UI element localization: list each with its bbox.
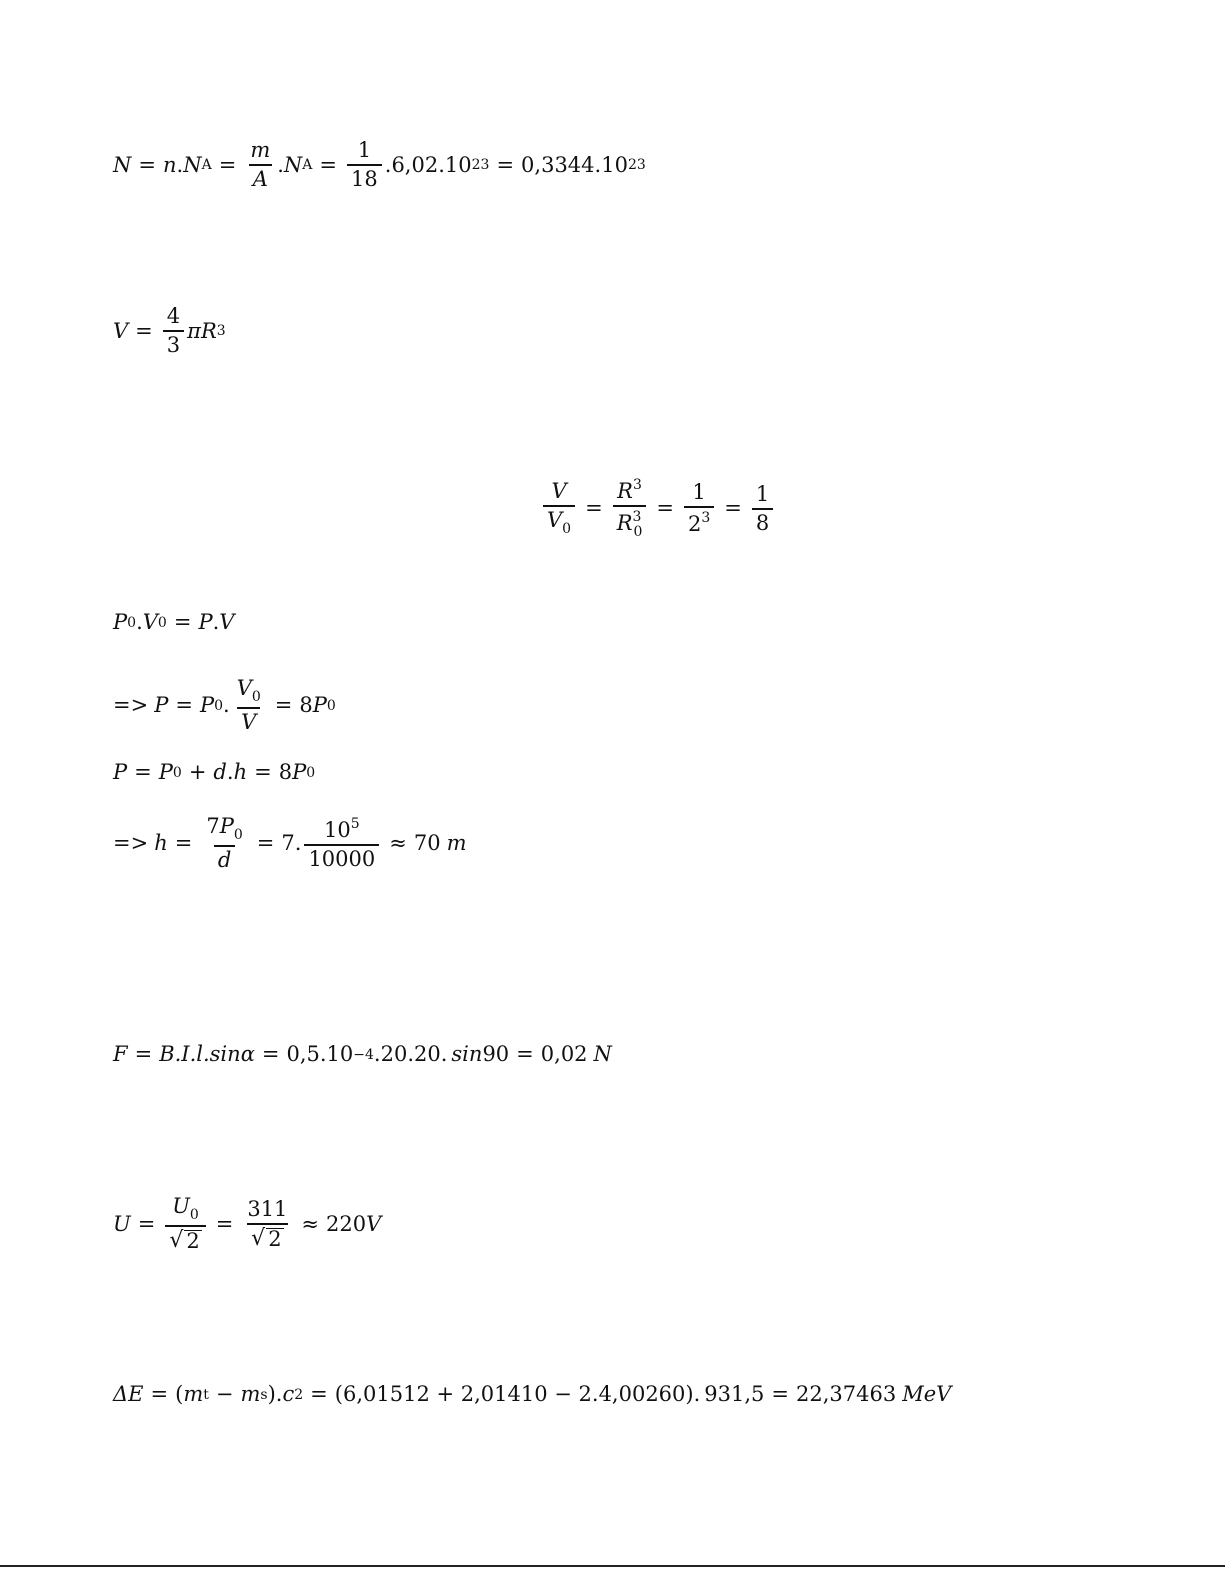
equation-lorentz-force: F = B.I.l.sin α = 0,5.10 −4 .20.20. sin 90 = 0,02 N <box>113 1042 612 1066</box>
fraction: $\frac{1}{18}$ <box>347 140 382 190</box>
square-root: √ 2 <box>251 1225 282 1251</box>
equation-nuclear-energy: ΔE = ( m t − m s ). c 2 = (6,01512 + 2,01410 − 2.4,00260). 931,5 = 22,37463 MeV <box>113 1382 952 1406</box>
equation-rms-voltage: U = $U_0$ √ 2 = 311 √ 2 ≈ 220 V <box>113 1194 382 1253</box>
symbol: N <box>113 152 132 177</box>
equation-avogadro: N = n . N A = $\frac{m}{A}$ . N A = $\frac{1}{18}$ .6,02.10 23 = 0,3344.10 23 <box>113 138 646 191</box>
equation-sphere-volume: V = $\frac{4}{3}$ πR 3 <box>113 304 226 357</box>
fraction: 311 √ 2 <box>247 1196 288 1251</box>
square-root: √ 2 <box>169 1228 200 1253</box>
equation-depth: => h = $\frac{7P_0}{d}$ = 7. $\frac{10^5}{10000}$ ≈ 70 m <box>113 814 467 872</box>
fraction: $\frac{1}{8}$ <box>752 484 773 534</box>
fraction: $\frac{m}{A}$ <box>250 138 271 191</box>
fraction: $\frac{R^3}{R^3_0}$ <box>613 478 647 539</box>
equation-boyle: P 0 . V 0 = P . V <box>113 610 235 634</box>
fraction: $\frac{V_0}{V}$ <box>236 676 261 734</box>
fraction: $\frac{V}{V_0}$ <box>543 481 575 536</box>
equation-hydrostatic: P = P 0 + d . h = 8 P 0 <box>113 760 316 784</box>
page-bottom-divider <box>0 1565 1225 1567</box>
fraction: $\frac{7P_0}{d}$ <box>206 814 243 872</box>
fraction: $\frac{4}{3}$ <box>163 306 184 356</box>
equation-volume-ratio: $\frac{V}{V_0}$ = $\frac{R^3}{R^3_0}$ = $\frac{1}{2^3}$ = $\frac{1}{8}$ <box>540 478 776 539</box>
fraction: $\frac{10^5}{10000}$ <box>304 817 379 870</box>
fraction: $U_0$ √ 2 <box>165 1196 205 1252</box>
equation-pressure: => P = P 0 . $\frac{V_0}{V}$ = 8 P 0 <box>113 676 336 734</box>
fraction: $\frac{1}{2^3}$ <box>684 482 714 535</box>
